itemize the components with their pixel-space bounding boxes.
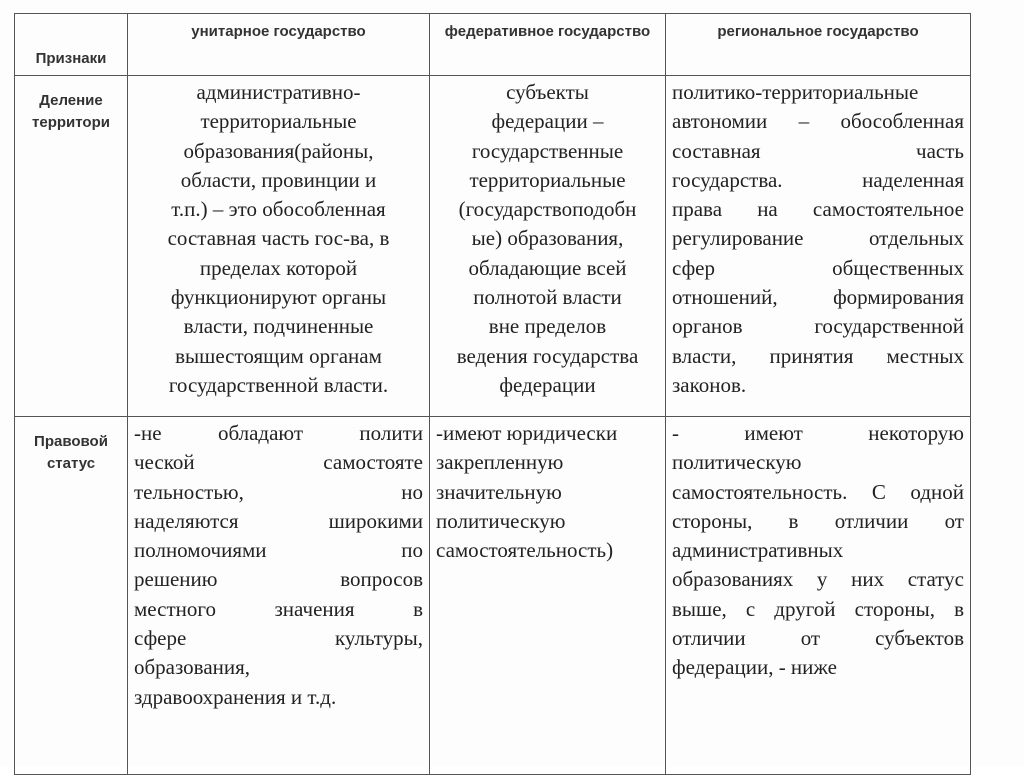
cell-territory-federal (430, 76, 666, 417)
cell-line: тельностью, но (134, 479, 423, 504)
row-legal-status (15, 417, 971, 775)
cell-line: административных (672, 538, 844, 563)
cell-line: политическую (672, 450, 802, 475)
cell-line: ческой самостояте (134, 450, 423, 475)
cell-line: государства. наделенная (672, 167, 964, 192)
cell-line: территориальные (200, 109, 357, 134)
cell-line: решению вопросов (134, 567, 423, 592)
cell-line: субъекты (506, 80, 589, 104)
cell-line: власти, принятия местных (672, 343, 964, 368)
cell-line: полномочиями по (134, 538, 423, 563)
cell-line: сфер общественных (672, 255, 964, 280)
cell-line: стороны, в отличии от (672, 508, 964, 533)
cell-line: местного значения в (134, 596, 423, 621)
header-criteria: Признаки (15, 14, 128, 76)
cell-line: закрепленную (436, 450, 564, 475)
cell-line: т.п.) – это обособленная (171, 197, 386, 222)
cell-line: составная часть гос-ва, в (167, 226, 390, 251)
cell-line: политико-территориальные (672, 80, 919, 104)
cell-line: полнотой власти (473, 285, 622, 310)
cell-line: права на самостоятельное (672, 197, 964, 222)
cell-line: составная часть (672, 138, 964, 163)
cell-status-regional (666, 417, 971, 775)
row-territory (15, 76, 971, 417)
cell-line: ые) образования, (471, 226, 624, 251)
cell-line: обладающие всей (468, 255, 627, 280)
cell-line: законов. (672, 372, 747, 397)
cell-line: пределах которой (199, 255, 358, 280)
cell-line: отличии от субъектов (672, 626, 964, 651)
cell-line: федерации (499, 372, 596, 397)
cell-line: образования(районы, (183, 138, 374, 163)
cell-line: отношений, формирования (672, 285, 964, 310)
comparison-table (14, 13, 971, 775)
cell-line: (государствоподобн (458, 197, 637, 222)
cell-territory-regional (666, 76, 971, 417)
cell-line: -не обладают полити (134, 421, 423, 445)
cell-line: территориальные (469, 167, 626, 192)
cell-line: - имеют некоторую (672, 421, 964, 445)
header-unitary: унитарное государство (128, 14, 430, 76)
cell-line: образования, (134, 655, 251, 680)
header-row (15, 14, 971, 76)
cell-line: ведения государства (456, 343, 639, 368)
cell-line: -имеют юридически (436, 421, 618, 445)
cell-line: сфере культуры, (134, 626, 423, 651)
cell-line: вышестоящим органам (175, 343, 382, 368)
cell-line: значительную (436, 479, 562, 504)
cell-line: государственные (471, 138, 624, 163)
cell-line: самостоятельность) (436, 538, 614, 563)
cell-line: функционируют органы (170, 285, 387, 310)
cell-line: федерации, - ниже (672, 655, 837, 680)
cell-line: автономии – обособленная (672, 109, 964, 134)
cell-line: здравоохранения и т.д. (134, 684, 337, 709)
cell-line: регулирование отдельных (672, 226, 964, 251)
cell-territory-unitary (128, 76, 430, 417)
cell-line: выше, с другой стороны, в (672, 596, 964, 621)
cell-line: вне пределов (488, 314, 607, 339)
cell-line: наделяются широкими (134, 508, 423, 533)
cell-line: власти, подчиненные (183, 314, 374, 339)
cell-line: федерации – (491, 109, 604, 134)
header-federal: федеративное государство (430, 14, 666, 76)
cell-line: образованиях у них статус (672, 567, 964, 592)
header-regional: региональное государство (666, 14, 971, 76)
cell-line: административно- (196, 80, 361, 104)
cell-line: области, провинции и (180, 167, 377, 192)
cell-line: органов государственной (672, 314, 964, 339)
cell-line: самостоятельность. С одной (672, 479, 964, 504)
row-label-legal-status: Правовой статус (15, 417, 128, 775)
cell-status-federal (430, 417, 666, 775)
cell-line: государственной власти. (168, 372, 389, 397)
cell-line: политическую (436, 508, 566, 533)
cell-status-unitary (128, 417, 430, 775)
row-label-territory: Деление территори (15, 76, 128, 417)
